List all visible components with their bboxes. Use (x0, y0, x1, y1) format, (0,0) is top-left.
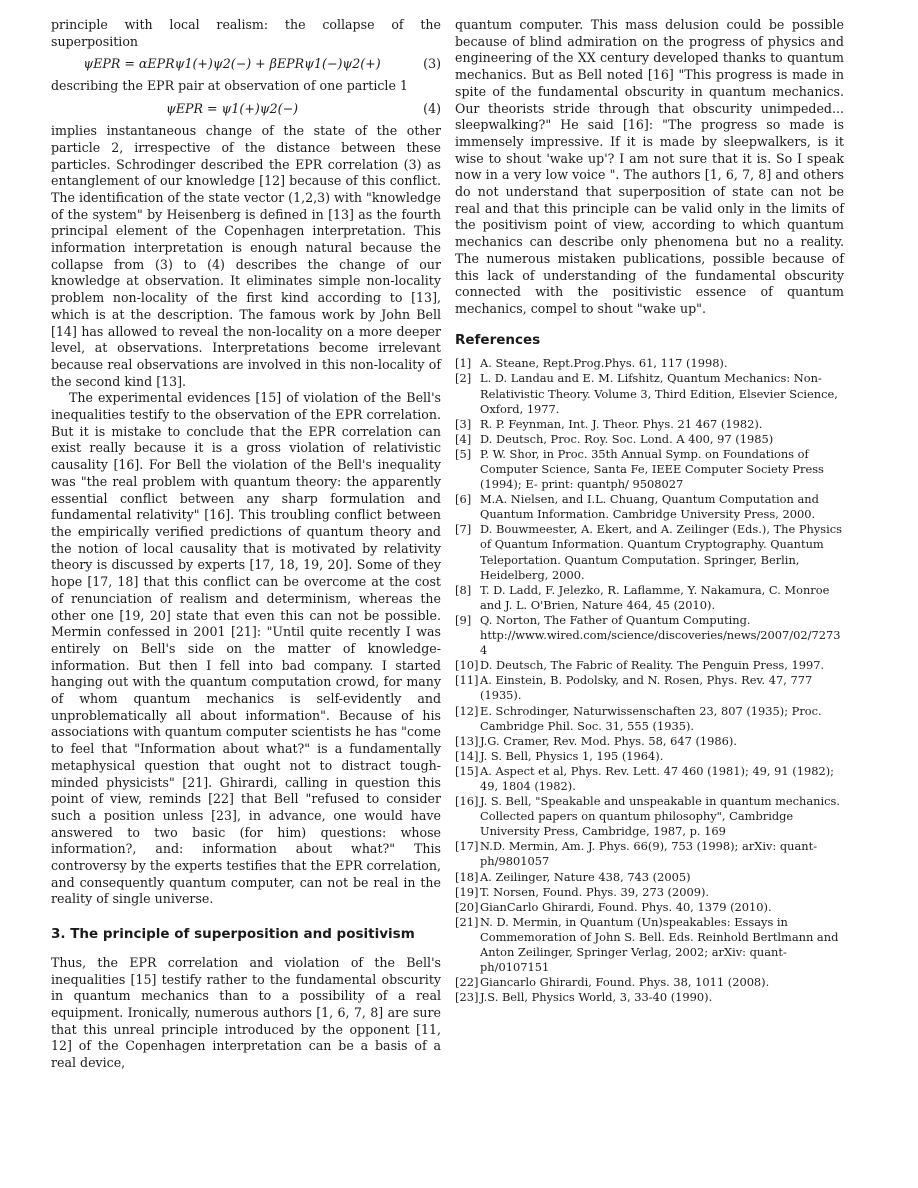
reference-number: [3] (455, 416, 472, 431)
equation-3-number: (3) (423, 56, 441, 72)
reference-text: M.A. Nielsen, and I.L. Chuang, Quantum Computation and Quantum Information. Cambridge University Press, 2000. (480, 492, 819, 522)
reference-item (455, 417, 844, 432)
reference-text: T. D. Ladd, F. Jelezko, R. Laflamme, Y. Nakamura, C. Monroe and J. L. O'Brien, Nature 464, 45 (2010). (480, 582, 830, 612)
reference-item (455, 900, 844, 915)
reference-text: L. D. Landau and E. M. Lifshitz, Quantum Mechanics: Non-Relativistic Theory. Volume 3, Third Edition, Elsevier Science, Oxford, 1977. (480, 371, 838, 416)
equation-4 (51, 95, 441, 123)
reference-number: [22] (455, 975, 479, 990)
reference-item (455, 492, 844, 522)
references-list (455, 356, 844, 1005)
reference-number: [11] (455, 673, 479, 688)
reference-item (455, 704, 844, 734)
reference-item (455, 432, 844, 447)
reference-text: E. Schrodinger, Naturwissenschaften 23, 807 (1935); Proc. Cambridge Phil. Soc. 31, 555 (1935). (480, 703, 822, 733)
reference-number: [13] (455, 733, 479, 748)
references-heading: References (455, 331, 541, 348)
reference-item (455, 734, 844, 749)
reference-number: [17] (455, 839, 479, 854)
reference-number: [9] (455, 612, 472, 627)
equation-4-number: (4) (423, 101, 441, 117)
reference-text: Q. Norton, The Father of Quantum Computing. http://www.wired.com/science/discoveries/news/2007/02/72734 (480, 612, 841, 658)
reference-number: [6] (455, 492, 472, 507)
reference-text: A. Aspect et al, Phys. Rev. Lett. 47 460 (1981); 49, 91 (1982); 49, 1804 (1982). (480, 763, 835, 793)
equation-3-formula: ψEPR = αEPRψ1(+)ψ2(−) + βEPRψ1(−)ψ2(+) (83, 56, 381, 72)
reference-number: [4] (455, 431, 472, 446)
reference-item (455, 522, 844, 582)
reference-text: J.S. Bell, Physics World, 3, 33-40 (1990). (480, 990, 713, 1005)
reference-item (455, 613, 844, 658)
reference-number: [10] (455, 658, 479, 673)
reference-text: T. Norsen, Found. Phys. 39, 273 (2009). (480, 884, 710, 899)
reference-item (455, 975, 844, 990)
reference-number: [20] (455, 899, 479, 914)
equation-3 (51, 50, 441, 78)
reference-number: [1] (455, 356, 472, 371)
reference-text: D. Deutsch, The Fabric of Reality. The Penguin Press, 1997. (480, 658, 825, 673)
reference-item (455, 839, 844, 869)
reference-text: P. W. Shor, in Proc. 35th Annual Symp. on Foundations of Computer Science, Santa Fe, IEEE Computer Society Press (1994); E- print: quantph/ 9508027 (480, 446, 824, 492)
reference-text: D. Deutsch, Proc. Roy. Soc. Lond. A 400, 97 (1985) (480, 431, 774, 446)
reference-item (455, 794, 844, 839)
paragraph-experimental-evidence: The experimental evidences [15] of violation of the Bell's inequalities testify to the observation of the EPR correlation. But it is mistake to conclude that the EPR correlation can exist really because it is a gross violation of relativistic causality [16]. For Bell the violation of the Bell's inequality was "the real problem with quantum theory: the apparently essential conflict between any sharp formulation and fundamental relativity" [16]. This troubling conflict between the empirically verified predictions of quantum theory and the notion of local causality that is motivated by relativity theory is discussed by experts [17, 18, 19, 20]. Some of they hope [17, 18] that this conflict can be overcome at the cost of renunciation of realism and determinism, whereas the other one [19, 20] state that even this can not be possible. Mermin confessed in 2001 [21]: "Until quite recently I was entirely on Bell's side on the matter of knowledge-information. But then I fell into bad company. I started hanging out with the quantum computation crowd, for many of whom quantum mechanics is self-evidently and unproblematically all about information". Because of his associations with quantum computer scientists he has "come to feel that "Information about what?" is a fundamentally metaphysical question that ought not to distract tough-minded physicists" [21]. Ghirardi, calling in question this point of view, reminds [22] that Bell "refused to consider such a position unless [23], in advance, one would have answered to two basic (for him) questions: whose information?, and: information about what?" This controversy by the experts testifies that the EPR correlation, and consequently quantum computer, can not be real in the reality of single universe. (51, 390, 441, 907)
right-column (455, 17, 844, 1005)
paragraph-quantum-computer: quantum computer. This mass delusion could be possible because of blind admiration on the progress of physics and engineering of the XX century developed thanks to quantum mechanics. But as Bell noted [16] "This progress is made in spite of the fundamental obscurity in quantum mechanics. Our theorists stride through that obscurity unimpeded... sleepwalking?" He said [16]: "The progress so made is immensely impressive. If it is made by sleepwalkers, is it wise to shout 'wake up'? I am not sure that it is. So I speak now in a very low voice ". The authors [1, 6, 7, 8] and others do not understand that superposition of state can not be real and that this principle can be valid only in the limits of the positivism point of view, according to which quantum mechanics can describe only phenomena but no a reality. The numerous mistaken publications, possible because of this lack of understanding of the fundamental obscurity connected with the positivistic essence of quantum mechanics, compel to shout "wake up". (455, 17, 844, 316)
reference-number: [5] (455, 446, 472, 461)
reference-number: [23] (455, 990, 479, 1005)
reference-number: [18] (455, 869, 479, 884)
reference-item (455, 990, 844, 1005)
paragraph-describing: describing the EPR pair at observation of one particle 1 (51, 78, 408, 94)
reference-number: [8] (455, 582, 472, 597)
reference-item (455, 673, 844, 703)
paragraph-intro: principle with local realism: the collapse of the superposition (51, 17, 441, 49)
reference-text: R. P. Feynman, Int. J. Theor. Phys. 21 467 (1982). (480, 416, 763, 431)
reference-text: GianCarlo Ghirardi, Found. Phys. 40, 1379 (2010). (480, 899, 772, 914)
reference-item (455, 583, 844, 613)
reference-text: A. Zeilinger, Nature 438, 743 (2005) (480, 869, 691, 884)
reference-text: Giancarlo Ghirardi, Found. Phys. 38, 1011 (2008). (480, 975, 770, 990)
reference-item (455, 870, 844, 885)
left-column (51, 17, 441, 1072)
reference-item (455, 885, 844, 900)
reference-item (455, 915, 844, 975)
reference-text: J. S. Bell, Physics 1, 195 (1964). (480, 748, 664, 763)
equation-4-formula: ψEPR = ψ1(+)ψ2(−) (165, 101, 299, 117)
section-heading: 3. The principle of superposition and positivism (51, 926, 415, 943)
reference-text: A. Einstein, B. Podolsky, and N. Rosen, Phys. Rev. 47, 777 (1935). (480, 673, 813, 703)
reference-number: [21] (455, 914, 479, 929)
reference-text: J. S. Bell, "Speakable and unspeakable in quantum mechanics. Collected papers on quantum philosophy", Cambridge University Press, Cambridge, 1987, p. 169 (480, 794, 840, 839)
reference-text: N.D. Mermin, Am. J. Phys. 66(9), 753 (1998); arXiv: quant-ph/9801057 (480, 839, 818, 869)
paragraph-nonlocality: implies instantaneous change of the state of the other particle 2, irrespective of the distance between these particles. Schrodinger described the EPR correlation (3) as entanglement of our knowledge [12] because of this conflict. The identification of the state vector (1,2,3) with "knowledge of the system" by Heisenberg is defined in [13] as the fourth principal element of the Copenhagen interpretation. This information interpretation is enough natural because the collapse from (3) to (4) describes the change of our knowledge at observation. It eliminates simple non-locality problem non-locality of the first kind according to [13], which is at the description. The famous work by John Bell [14] has allowed to reveal the non-locality on a more deeper level, at observations. Interpretations become irrelevant because real observations are involved in this non-locality of the second kind [13]. (51, 123, 441, 389)
reference-item (455, 658, 844, 673)
reference-number: [2] (455, 371, 472, 386)
reference-text: J.G. Cramer, Rev. Mod. Phys. 58, 647 (1986). (480, 733, 737, 748)
reference-number: [14] (455, 748, 479, 763)
reference-text: A. Steane, Rept.Prog.Phys. 61, 117 (1998). (480, 356, 728, 371)
reference-text: N. D. Mermin, in Quantum (Un)speakables: Essays in Commemoration of John S. Bell. Eds. Reinhold Bertlmann and Anton Zeilinger, Springer Verlag, 2002; arXiv: quant-ph/0107151 (480, 914, 839, 975)
reference-item (455, 749, 844, 764)
reference-item (455, 356, 844, 371)
reference-item (455, 764, 844, 794)
reference-number: [16] (455, 794, 479, 809)
reference-item (455, 447, 844, 492)
reference-text: D. Bouwmeester, A. Ekert, and A. Zeilinger (Eds.), The Physics of Quantum Information. Quantum Cryptography. Quantum Teleportation. Quantum Computation. Springer, Berlin, Heidelberg, 2000. (480, 522, 843, 582)
paragraph-section-3: Thus, the EPR correlation and violation of the Bell's inequalities [15] testify rather to the fundamental obscurity in quantum mechanics than to a possibility of a real equipment. Ironically, numerous authors [1, 6, 7, 8] are sure that this unreal principle introduced by the opponent [11, 12] of the Copenhagen interpretation can be a basis of a real device, (51, 954, 441, 1071)
reference-item (455, 371, 844, 416)
reference-number: [19] (455, 884, 479, 899)
reference-number: [15] (455, 763, 479, 778)
reference-number: [12] (455, 703, 479, 718)
reference-number: [7] (455, 522, 472, 537)
